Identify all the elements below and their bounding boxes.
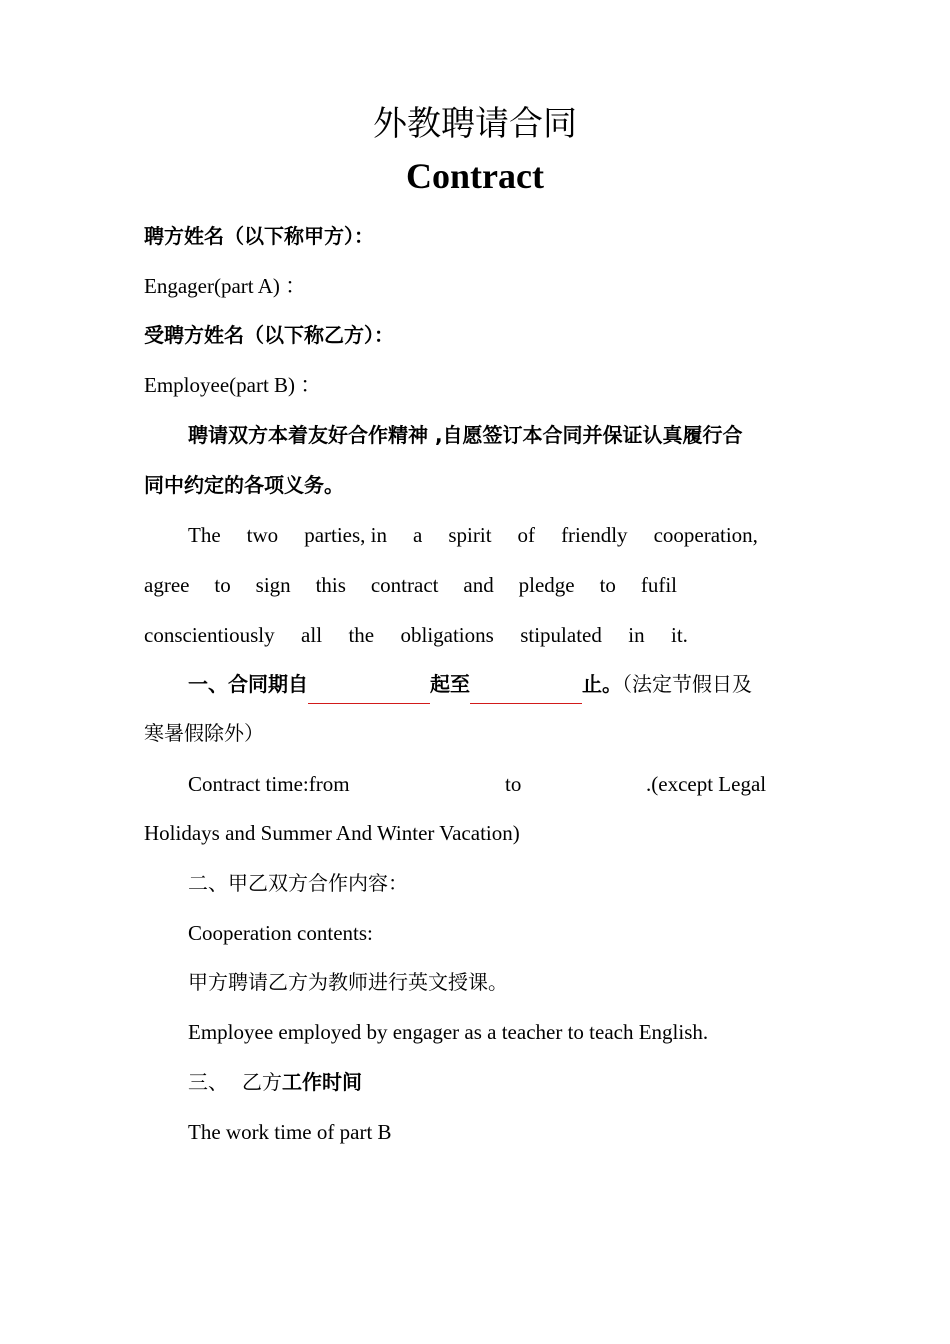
- employee-name-label-en: Employee(part B) ：: [144, 373, 322, 397]
- word: contract: [370, 573, 439, 597]
- section-3-heading-cn: [188, 1065, 362, 1099]
- word: and: [463, 573, 494, 597]
- section-2-heading-en: Cooperation contents:: [188, 921, 373, 945]
- end-date-blank: [470, 677, 582, 704]
- start-date-blank: [308, 677, 430, 704]
- word: stipulated: [520, 623, 602, 647]
- contract-period-to-label: 起至: [430, 672, 470, 696]
- word: of: [517, 523, 536, 547]
- document-title-english: Contract: [406, 156, 544, 196]
- contract-time-en-line-1: [188, 767, 774, 801]
- word: two: [246, 523, 279, 547]
- word: obligations: [400, 623, 494, 647]
- word: to: [599, 573, 616, 597]
- word: fufil: [640, 573, 677, 597]
- word: agree: [144, 573, 190, 597]
- section-3-party: 乙方: [242, 1070, 282, 1094]
- contract-period-exception-cont: 寒暑假除外）: [144, 721, 264, 745]
- contract-time-except: .(except Legal: [646, 772, 767, 796]
- contract-time-to: to: [505, 772, 522, 796]
- contract-time-en-line-2: Holidays and Summer And Winter Vacation): [144, 821, 520, 845]
- word: in: [628, 623, 645, 647]
- section-3-number: 三、: [188, 1070, 228, 1094]
- intro-paragraph-cn-line-1: 聘请双方本着友好合作精神 ,自愿签订本合同并保证认真履行合: [188, 423, 743, 447]
- section-2-body-cn: 甲方聘请乙方为教师进行英文授课。: [188, 970, 508, 994]
- contract-period-clause: [188, 667, 752, 701]
- section-2-body-en: Employee employed by engager as a teacher to teach English.: [188, 1020, 709, 1044]
- word: the: [348, 623, 375, 647]
- section-3-work-time: 工作时间: [282, 1070, 362, 1094]
- word: all: [301, 623, 323, 647]
- intro-paragraph-en-line-3: [144, 618, 688, 652]
- word: this: [315, 573, 346, 597]
- contract-period-from-label: 一、合同期自: [188, 672, 308, 696]
- word: cooperation,: [653, 523, 758, 547]
- word: spirit: [448, 523, 492, 547]
- word: it.: [671, 623, 688, 647]
- document-title-chinese: 外教聘请合同: [373, 104, 577, 144]
- word: The: [188, 523, 221, 547]
- word: conscientiously: [144, 623, 275, 647]
- contract-period-exception: （法定节假日及: [622, 672, 752, 696]
- engager-name-label-en: Engager(part A) ：: [144, 274, 307, 298]
- word: parties, in: [304, 523, 387, 547]
- intro-paragraph-en-line-1: [188, 518, 758, 552]
- word: sign: [255, 573, 291, 597]
- section-3-heading-en: The work time of part B: [188, 1120, 392, 1144]
- contract-time-from: Contract time:from: [188, 772, 350, 796]
- word: friendly: [561, 523, 628, 547]
- word: a: [413, 523, 423, 547]
- intro-paragraph-cn-line-2: 同中约定的各项义务。: [144, 473, 344, 497]
- contract-period-end-label: 止。: [582, 672, 622, 696]
- word: pledge: [518, 573, 575, 597]
- intro-paragraph-en-line-2: [144, 568, 677, 602]
- word: to: [214, 573, 231, 597]
- section-2-heading-cn: 二、甲乙双方合作内容：: [188, 871, 408, 895]
- employee-name-label-cn: 受聘方姓名（以下称乙方）：: [144, 323, 394, 347]
- engager-name-label-cn: 聘方姓名（以下称甲方）：: [144, 224, 374, 248]
